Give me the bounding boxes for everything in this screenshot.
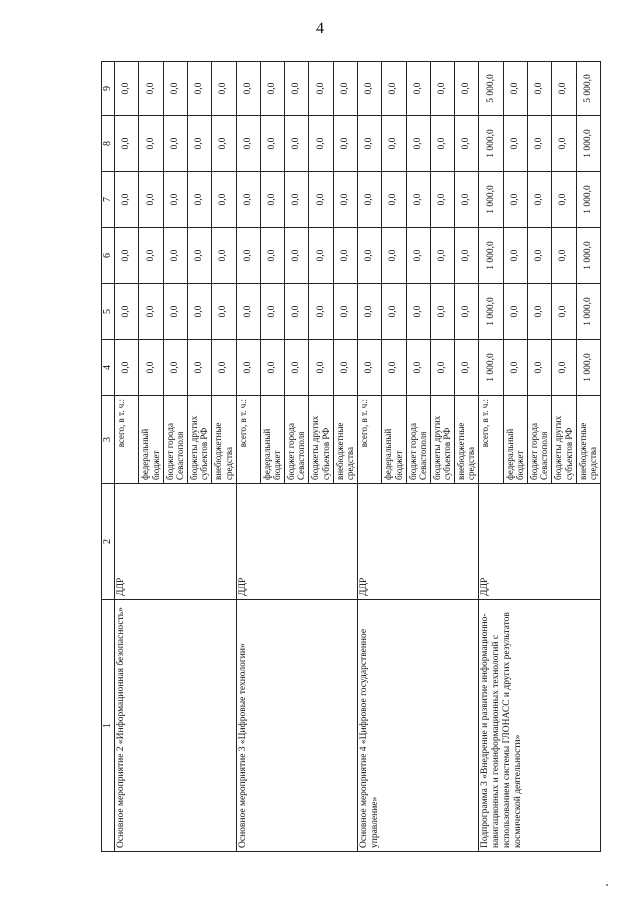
amount-cell: 0,0 [309, 228, 333, 284]
amount-cell: 0,0 [357, 116, 381, 172]
header-cell: 3 [102, 396, 115, 484]
amount-cell: 0,0 [260, 116, 284, 172]
amount-cell: 0,0 [333, 116, 357, 172]
amount-cell: 0,0 [503, 228, 527, 284]
amount-cell: 0,0 [552, 228, 576, 284]
amount-cell: 0,0 [212, 340, 236, 396]
table-body [102, 62, 601, 852]
funding-source-cell: внебюджетные средства [576, 396, 601, 484]
funding-source-cell: бюджеты других субъектов РФ [188, 396, 212, 484]
amount-cell: 0,0 [188, 62, 212, 116]
amount-cell: 0,0 [236, 228, 260, 284]
amount-cell: 0,0 [115, 116, 139, 172]
header-cell: 8 [102, 116, 115, 172]
amount-cell: 0,0 [382, 116, 406, 172]
funding-source-cell: всего, в т. ч.: [115, 396, 139, 484]
amount-cell: 0,0 [285, 284, 309, 340]
amount-cell: 1 000,0 [479, 116, 503, 172]
amount-cell: 0,0 [260, 228, 284, 284]
amount-cell: 0,0 [357, 284, 381, 340]
amount-cell: 0,0 [163, 228, 187, 284]
amount-cell: 0,0 [309, 172, 333, 228]
header-cell: 1 [102, 600, 115, 852]
amount-cell: 0,0 [527, 340, 551, 396]
funding-source-cell: бюджеты других субъектов РФ [430, 396, 454, 484]
amount-cell: 0,0 [333, 284, 357, 340]
amount-cell: 0,0 [406, 62, 430, 116]
amount-cell: 0,0 [406, 116, 430, 172]
amount-cell: 0,0 [188, 284, 212, 340]
amount-cell: 0,0 [139, 172, 163, 228]
amount-cell: 0,0 [406, 172, 430, 228]
amount-cell: 0,0 [163, 172, 187, 228]
amount-cell: 0,0 [455, 116, 479, 172]
amount-cell: 1 000,0 [576, 340, 601, 396]
amount-cell: 0,0 [139, 228, 163, 284]
funding-source-cell: бюджеты других субъектов РФ [309, 396, 333, 484]
funding-source-cell: бюджет города Севастополя [163, 396, 187, 484]
funding-source-cell: внебюджетные средства [212, 396, 236, 484]
amount-cell: 0,0 [212, 172, 236, 228]
funding-source-cell: бюджеты других субъектов РФ [552, 396, 576, 484]
page-number: 4 [316, 20, 324, 37]
amount-cell: 0,0 [503, 340, 527, 396]
amount-cell: 0,0 [406, 284, 430, 340]
amount-cell: 0,0 [333, 228, 357, 284]
activity-name-cell: Подпрограмма 3 «Внедрение и развитие информационно-навигационных и геоинформационных технологий с использованием системы ГЛОНАСС и других результатов космической деятельности» [479, 600, 601, 852]
amount-cell: 0,0 [139, 340, 163, 396]
amount-cell: 0,0 [430, 172, 454, 228]
executor-cell: ДДР [115, 484, 236, 600]
amount-cell: 0,0 [527, 116, 551, 172]
amount-cell: 0,0 [552, 116, 576, 172]
amount-cell: 0,0 [212, 228, 236, 284]
amount-cell: 1 000,0 [576, 172, 601, 228]
amount-cell: 0,0 [115, 228, 139, 284]
amount-cell: 0,0 [430, 62, 454, 116]
amount-cell: 0,0 [430, 228, 454, 284]
header-cell: 7 [102, 172, 115, 228]
amount-cell: 0,0 [115, 284, 139, 340]
amount-cell: 0,0 [552, 284, 576, 340]
funding-source-cell: федеральный бюджет [503, 396, 527, 484]
funding-source-cell: всего, в т. ч.: [236, 396, 260, 484]
amount-cell: 0,0 [503, 172, 527, 228]
activity-name-cell: Основное мероприятие 4 «Цифровое государственное управление» [357, 600, 478, 852]
amount-cell: 0,0 [382, 228, 406, 284]
amount-cell: 0,0 [382, 284, 406, 340]
amount-cell: 0,0 [455, 284, 479, 340]
funding-source-cell: федеральный бюджет [382, 396, 406, 484]
amount-cell: 0,0 [552, 172, 576, 228]
funding-source-cell: бюджет города Севастополя [527, 396, 551, 484]
amount-cell: 0,0 [212, 116, 236, 172]
amount-cell: 0,0 [527, 284, 551, 340]
executor-cell: ДДР [236, 484, 357, 600]
amount-cell: 0,0 [285, 62, 309, 116]
amount-cell: 1 000,0 [479, 228, 503, 284]
amount-cell: 0,0 [455, 228, 479, 284]
amount-cell: 0,0 [430, 284, 454, 340]
amount-cell: 0,0 [188, 340, 212, 396]
activity-name-cell: Основное мероприятие 2 «Информационная безопасность» [115, 600, 236, 852]
funding-source-cell: бюджет города Севастополя [285, 396, 309, 484]
amount-cell: 0,0 [455, 340, 479, 396]
header-cell: 4 [102, 340, 115, 396]
budget-table [101, 61, 601, 852]
executor-cell: ДДР [357, 484, 478, 600]
amount-cell: 0,0 [406, 228, 430, 284]
amount-cell: 0,0 [357, 62, 381, 116]
header-cell: 5 [102, 284, 115, 340]
table-row [115, 62, 139, 852]
amount-cell: 0,0 [430, 340, 454, 396]
amount-cell: 0,0 [357, 172, 381, 228]
amount-cell: 0,0 [503, 62, 527, 116]
amount-cell: 0,0 [309, 62, 333, 116]
amount-cell: 0,0 [382, 340, 406, 396]
amount-cell: 0,0 [236, 340, 260, 396]
activity-name-cell: Основное мероприятие 3 «Цифровые технологии» [236, 600, 357, 852]
amount-cell: 0,0 [455, 172, 479, 228]
amount-cell: 0,0 [503, 284, 527, 340]
amount-cell: 0,0 [309, 340, 333, 396]
amount-cell: 0,0 [285, 172, 309, 228]
header-row [102, 62, 115, 852]
amount-cell: 5 000,0 [479, 62, 503, 116]
amount-cell: 5 000,0 [576, 62, 601, 116]
amount-cell: 0,0 [236, 116, 260, 172]
amount-cell: 0,0 [333, 172, 357, 228]
amount-cell: 0,0 [552, 340, 576, 396]
amount-cell: 0,0 [163, 340, 187, 396]
amount-cell: 0,0 [430, 116, 454, 172]
amount-cell: 0,0 [260, 340, 284, 396]
amount-cell: 1 000,0 [479, 340, 503, 396]
header-cell: 2 [102, 484, 115, 600]
amount-cell: 0,0 [115, 340, 139, 396]
funding-source-cell: всего, в т. ч.: [357, 396, 381, 484]
funding-source-cell: внебюджетные средства [333, 396, 357, 484]
amount-cell: 0,0 [309, 116, 333, 172]
amount-cell: 0,0 [333, 340, 357, 396]
amount-cell: 1 000,0 [479, 172, 503, 228]
amount-cell: 1 000,0 [576, 116, 601, 172]
amount-cell: 0,0 [382, 62, 406, 116]
amount-cell: 0,0 [139, 284, 163, 340]
funding-source-cell: всего, в т. ч.: [479, 396, 503, 484]
amount-cell: 0,0 [527, 62, 551, 116]
amount-cell: 0,0 [527, 172, 551, 228]
funding-source-cell: внебюджетные средства [455, 396, 479, 484]
amount-cell: 0,0 [285, 116, 309, 172]
amount-cell: 0,0 [139, 62, 163, 116]
amount-cell: 0,0 [333, 62, 357, 116]
amount-cell: 0,0 [309, 284, 333, 340]
rotated-table-container [101, 62, 601, 852]
funding-source-cell: бюджет города Севастополя [406, 396, 430, 484]
amount-cell: 0,0 [527, 228, 551, 284]
amount-cell: 0,0 [163, 284, 187, 340]
amount-cell: 0,0 [285, 340, 309, 396]
header-cell: 6 [102, 228, 115, 284]
amount-cell: 0,0 [503, 116, 527, 172]
amount-cell: 0,0 [382, 172, 406, 228]
table-row [479, 62, 503, 852]
amount-cell: 0,0 [455, 62, 479, 116]
amount-cell: 0,0 [139, 116, 163, 172]
funding-source-cell: федеральный бюджет [139, 396, 163, 484]
amount-cell: 0,0 [115, 62, 139, 116]
amount-cell: 0,0 [260, 284, 284, 340]
amount-cell: 0,0 [188, 228, 212, 284]
amount-cell: 1 000,0 [479, 284, 503, 340]
amount-cell: 0,0 [163, 116, 187, 172]
amount-cell: 0,0 [212, 62, 236, 116]
amount-cell: 0,0 [236, 172, 260, 228]
header-cell: 9 [102, 62, 115, 116]
amount-cell: 1 000,0 [576, 284, 601, 340]
amount-cell: 0,0 [236, 62, 260, 116]
amount-cell: 0,0 [552, 62, 576, 116]
amount-cell: 0,0 [115, 172, 139, 228]
funding-source-cell: федеральный бюджет [260, 396, 284, 484]
amount-cell: 0,0 [406, 340, 430, 396]
amount-cell: 0,0 [236, 284, 260, 340]
table-row [236, 62, 260, 852]
executor-cell: ДДР [479, 484, 601, 600]
amount-cell: 0,0 [188, 116, 212, 172]
amount-cell: 0,0 [285, 228, 309, 284]
amount-cell: 0,0 [212, 284, 236, 340]
amount-cell: 0,0 [188, 172, 212, 228]
amount-cell: 0,0 [357, 228, 381, 284]
scan-speck [606, 884, 608, 886]
table-row [357, 62, 381, 852]
amount-cell: 0,0 [260, 62, 284, 116]
amount-cell: 0,0 [163, 62, 187, 116]
amount-cell: 0,0 [357, 340, 381, 396]
amount-cell: 1 000,0 [576, 228, 601, 284]
amount-cell: 0,0 [260, 172, 284, 228]
